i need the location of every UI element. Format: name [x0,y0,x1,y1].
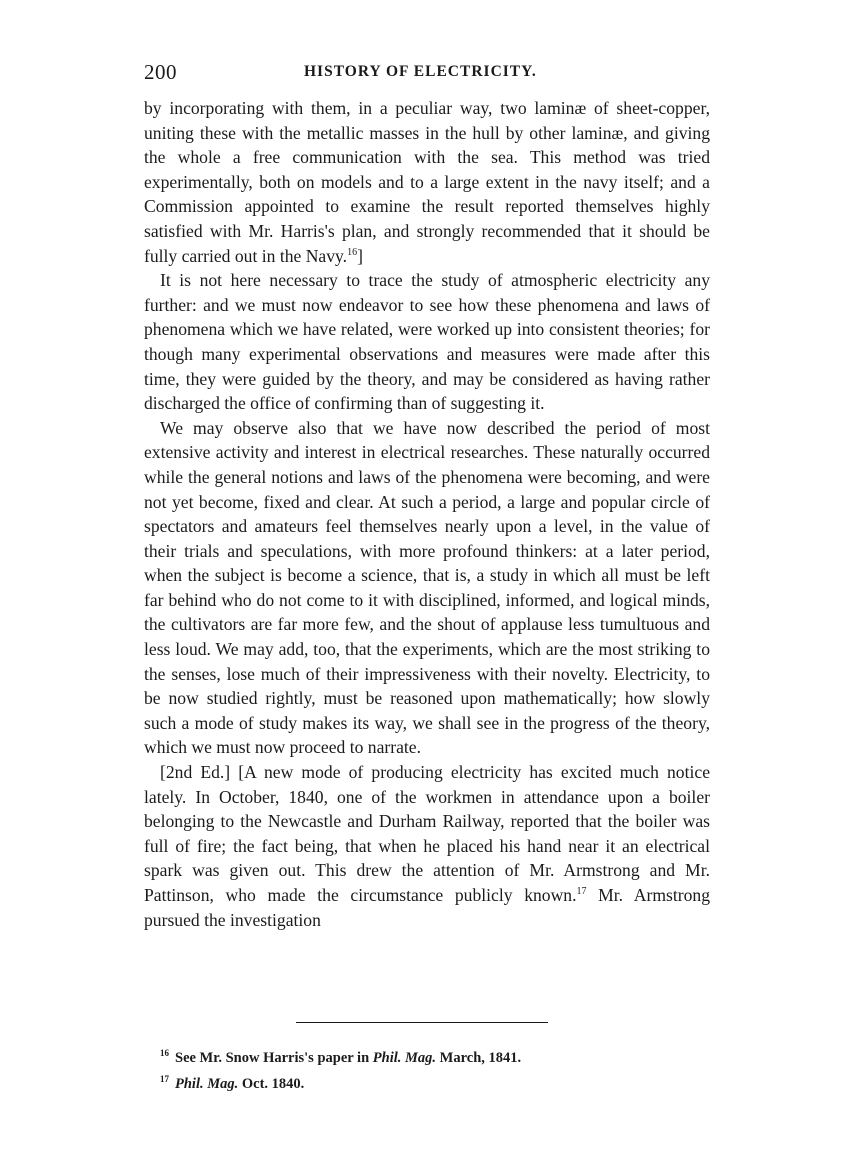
paragraph [144,760,710,932]
text-run: It is not here necessary to trace the study of atmospheric electricity any further: and we must now endeavor to see how these phenomena and laws of phenomena which we have related, were worked up into consistent theories; for though many experimental observations and measures were made after this time, they were guided by the theory, and may be considered as having rather discharged the office of confirming than of suggesting it. [144,270,710,414]
footnote [160,1043,720,1069]
italic-text: Phil. Mag. [175,1076,239,1092]
italic-text: Phil. Mag. [372,1050,437,1066]
footnote [160,1069,720,1095]
footnote-mark: 16 [160,1048,169,1058]
footnotes [160,1043,720,1095]
footnote-rule [296,1022,548,1023]
footnote-reference: 16 [347,246,358,258]
text-run: Mr. Armstrong pursued the investigation [144,885,710,930]
footnote-mark: 17 [160,1074,169,1084]
paragraph [144,268,710,416]
text-run: See Mr. Snow Harris's paper in [175,1050,373,1066]
footnote-reference: 17 [576,886,587,897]
text-run: We may observe also that we have now described the period of most extensive activity and interest in electrical researches. These naturally occurred while the general notions and laws of the phenomena were becoming, and were not yet become, fixed and clear. At such a period, a large and popular circle of spectators and amateurs feel themselves nearly upon a level, in the value of their trials and speculations, with more profound thinkers: at a later period, when the subject is become a science, that is, a study in which all must be left far behind who do not come to it with disciplined, informed, and logical minds, the cultivators are far more few, and the shout of applause less tumultuous and less loud. We may add, too, that the experiments, which are the most striking to the senses, lose much of their impressiveness with their novelty. Electricity, to be now studied rightly, must be reasoned upon mathematically; how slowly such a mode of study makes its way, we shall see in the progress of the theory, which we must now proceed to narrate. [144,417,710,758]
text-run: by incorporating with them, in a peculiar way, two laminæ of sheet-copper, uniting these with the metallic masses in the hull by other laminæ, and giving the whole a free communication with the sea. This method was tried experimentally, both on models and to a large extent in the navy itself; and a Commission appointed to examine the result reported themselves highly satisfied with Mr. Harris's plan, and strongly recommended that it should be fully carried out in the Navy. [144,98,710,266]
running-head: HISTORY OF ELECTRICITY. [304,63,537,80]
body-text [144,96,710,932]
text-run: Oct. 1840. [238,1076,305,1092]
page-number: 200 [144,60,177,84]
paragraph [144,416,710,760]
paragraph [144,96,710,268]
text-run: ] [357,245,363,266]
text-run: [2nd Ed.] [A new mode of producing electricity has excited much notice lately. In October, 1840, one of the workmen in attendance upon a boiler belonging to the Newcastle and Durham Railway, reported that the boiler was full of fire; the fact being, that when he placed his hand near it an electrical spark was given out. This drew the attention of Mr. Armstrong and Mr. Pattinson, who made the circumstance publicly known. [144,762,710,905]
page-header [144,60,710,86]
text-run: March, 1841. [436,1050,522,1066]
